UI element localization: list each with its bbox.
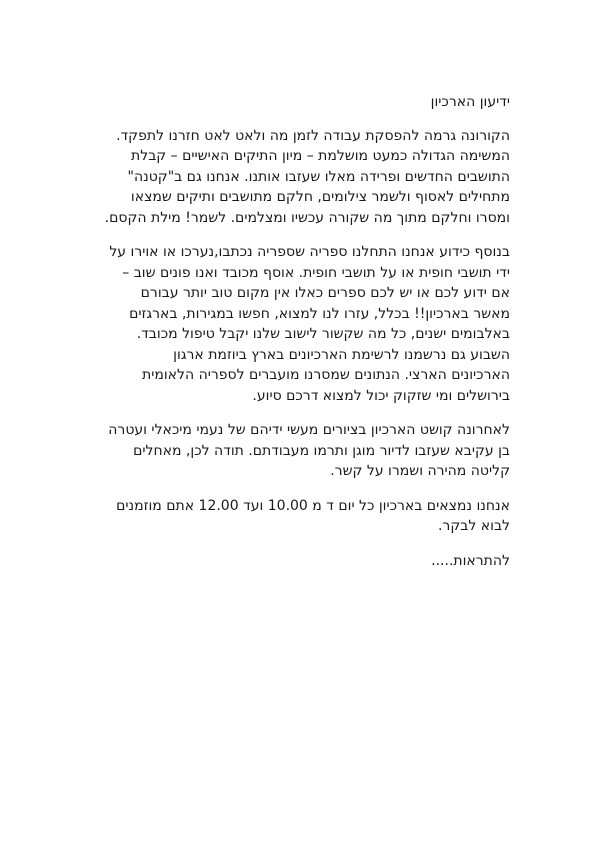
document-body — [90, 92, 510, 571]
paragraph-line: הקורונה גרמה להפסקת עבודה לזמן מה ולאט לאט חזרנו לתפקד. — [116, 127, 510, 144]
paragraph-covid-update — [90, 126, 510, 229]
paragraph-line: בנוסף כידוע אנחנו התחלנו ספריה שספריה נכתבו,נערכו או אוירו על — [109, 244, 510, 260]
paragraph-library — [90, 242, 510, 406]
closing-line: להתראות..... — [431, 552, 510, 569]
paragraph-line: מאשר בארכיון!! בכלל, עזרו לנו למצוא, חפשו במגירות, בארגזים — [129, 305, 510, 322]
paragraph-paintings — [90, 420, 510, 482]
paragraph-line: קליטה מהירה ושמרו על קשר. — [330, 463, 510, 479]
paragraph-line: באלבומים ישנים, כל מה שקשור לישוב שלנו יקבל טיפול מכובד. — [136, 326, 510, 342]
paragraph-line: השבוע גם נרשמנו לרשימת הארכיונים בארץ ביוזמת ארגון — [173, 346, 510, 363]
paragraph-line: לאחרונה קושט הארכיון בציורים מעשי ידיהם של נעמי מיכאלי ועטרה — [108, 422, 510, 438]
paragraph-line: מתחילים לאסוף ולשמר צילומים, חלקם מתושבים ותיקים שמצאו — [130, 189, 510, 205]
document-title: ידיעון הארכיון — [430, 94, 510, 110]
paragraph-line: התושבים החדשים ופרידה מאלו שעזבו אותנו. אנחנו גם ב"קטנה" — [127, 168, 510, 185]
paragraph-line: לבוא לבקר. — [437, 518, 510, 534]
paragraph-opening-hours — [90, 496, 510, 537]
paragraph-line: המשימה הגדולה כמעט מושלמת – מיון התיקים האישיים – קבלת — [131, 148, 510, 164]
paragraph-line: בירושלים ומי שזקוק יכול למצוא דרכם סיוע. — [252, 387, 510, 404]
paragraph-line: ידי תושבי חופית או על תושבי חופית. אוסף מכובד ואנו פונים שוב – — [122, 264, 510, 281]
paragraph-line: בן עקיבא שעזבו לדיור מוגן ותרמו מעבודתם. תודה לכן, מאחלים — [133, 442, 510, 459]
paragraph-line: הארכיונים הארצי. הנתונים שמסרנו מועברים לספריה הלאומית — [142, 367, 510, 383]
paragraph-line: אם ידוע לכם או יש לכם ספרים כאלו אין מקום טוב יותר עבורם — [140, 285, 510, 301]
paragraph-line: אנחנו נמצאים בארכיון כל יום ד מ 10.00 ועד 12.00 אתם מוזמנים — [116, 497, 510, 514]
paragraph-line: ומסרו וחלקם מתוך מה שקורה עכשיו ומצלמים. לשמר! מילת הקסם. — [104, 209, 510, 226]
